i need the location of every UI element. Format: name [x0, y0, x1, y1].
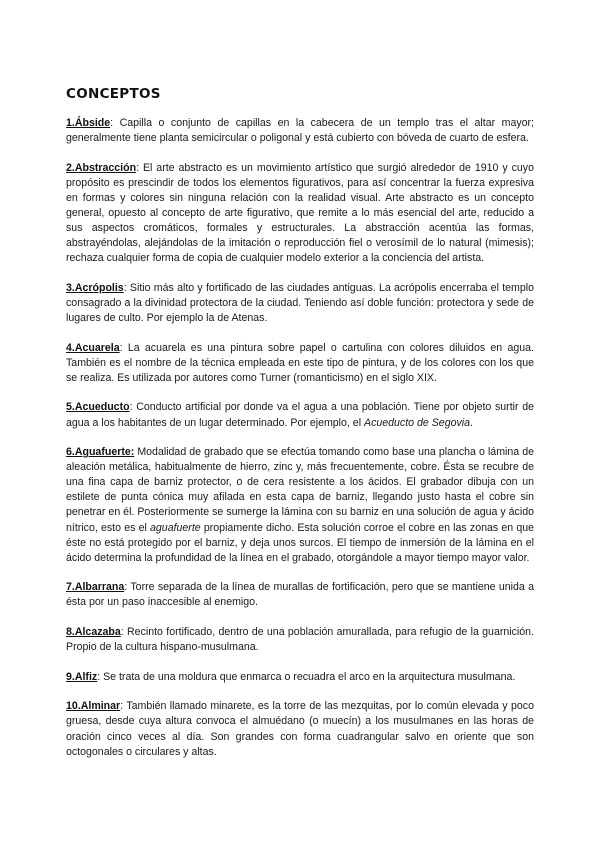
concept-term: 10.Alminar [66, 700, 121, 713]
concept-italic-term: aguafuerte [150, 521, 201, 534]
document-page [66, 86, 534, 774]
concept-term: 3.Acrópolis [66, 281, 124, 294]
concept-definition-end: . [470, 416, 473, 429]
concept-term: 8.Alcazaba [66, 626, 121, 639]
concept-term: 2.Abstracción [66, 161, 137, 174]
concept-definition: : Se trata de una moldura que enmarca o recuadra el arco en la arquitectura musulmana. [97, 670, 516, 683]
concept-italic-example: Acueducto de Segovia [364, 416, 471, 429]
page-title: CONCEPTOS [66, 86, 161, 102]
concept-term: 9.Alfiz [66, 670, 98, 683]
concept-entry-acueducto [66, 400, 534, 430]
concept-definition: Modalidad de grabado que se efectúa tomando como base una plancha o lámina de aleación metálica, habitualmente de hierro, zinc y, más frecuentemente, cobre. Ésta se recubre de una fina capa de barniz protector, o de cera resistente a los ácidos. El grabador dibuja con un estilete de punta cónica muy afilada en esta capa de barniz, llegando justo hasta el cobre sin penetrar en él. Posteriormente se sumerge la lámina con su barniz en una solución de agua y ácido nítrico, esto es el [66, 446, 534, 534]
concept-term: 7.Albarrana [66, 581, 125, 594]
concept-definition: : La acuarela es una pintura sobre papel o cartulina con colores diluidos en agua. También es el nombre de la técnica empleada en este tipo de pintura, y de los colores con los que se realiza. Es utilizada por autores como Turner (romanticismo) en el siglo XIX. [66, 341, 534, 384]
concept-definition: : Capilla o conjunto de capillas en la cabecera de un templo tras el altar mayor; generalmente tiene planta semicircular o poligonal y está cubierto con bóveda de cuarto de esfera. [66, 117, 534, 145]
concept-term: 6.Aguafuerte: [66, 446, 135, 459]
concept-entry-alfiz [66, 670, 534, 685]
concept-definition: : Sitio más alto y fortificado de las ciudades antiguas. La acrópolis encerraba el templo consagrado a la divinidad protectora de la ciudad. Teniendo así doble función: protectora y sede de lugares de culto. Por ejemplo la de Atenas. [66, 281, 534, 325]
concept-definition: : Conducto artificial por donde va el agua a una población. Tiene por objeto surtir de agua a los habitantes de un lugar determinado. Por ejemplo, el [66, 401, 534, 429]
concept-entry-aguafuerte [66, 445, 534, 566]
concept-entry-acropolis [66, 281, 534, 326]
concept-definition: : Torre separada de la línea de murallas de fortificación, pero que se mantiene unida a ésta por un paso inaccesible al enemigo. [66, 581, 534, 609]
concept-entry-alminar [66, 699, 534, 759]
concept-entry-abstraccion [66, 161, 534, 267]
concept-entry-alcazaba [66, 625, 534, 655]
concept-definition: : El arte abstracto es un movimiento artístico que surgió alrededor de 1910 y cuyo propósito es prescindir de todos los elementos figurativos, para así concentrar la fuerza expresiva en formas y colores sin ninguna relación con la realidad visual. Arte abstracto es un concepto general, opuesto al concepto de arte figurativo, que remite a lo más esencial del arte, reducido a sus aspectos cromáticos, formales y estructurales. La abstracción acentúa las formas, abstrayéndolas, alejándolas de la imitación o reproducción fiel o verosímil de lo natural (mimesis); rechaza cualquier forma de copia de cualquier modelo exterior a la conciencia del artista. [66, 161, 534, 265]
concept-definition-end: propiamente dicho. Esta solución corroe el cobre en las zonas en que éste no está protegido por el barniz, y deja unos surcos. El tiempo de inmersión de la lámina en el ácido determina la profundidad de la línea en el grabado, otorgándole a mayor tiempo mayor valor. [66, 521, 535, 564]
concept-definition: : Recinto fortificado, dentro de una población amurallada, para refugio de la guarnición. Propio de la cultura hispano-musulmana. [66, 626, 534, 654]
concept-definition: : También llamado minarete, es la torre de las mezquitas, por lo común elevada y poco gruesa, desde cuya altura convoca el almuédano (o muecín) a los musulmanes en las horas de oración cinco veces al día. Son grandes con forma cuadrangular salvo en oriente que son octogonales o circulares y altas. [66, 700, 534, 758]
concept-term: 5.Acueducto [66, 401, 130, 414]
concept-term: 1.Ábside [66, 117, 111, 129]
concept-term: 4.Acuarela [66, 341, 120, 354]
concept-entry-acuarela [66, 341, 534, 386]
concept-entry-abside [66, 116, 534, 146]
concept-entry-albarrana [66, 580, 534, 610]
